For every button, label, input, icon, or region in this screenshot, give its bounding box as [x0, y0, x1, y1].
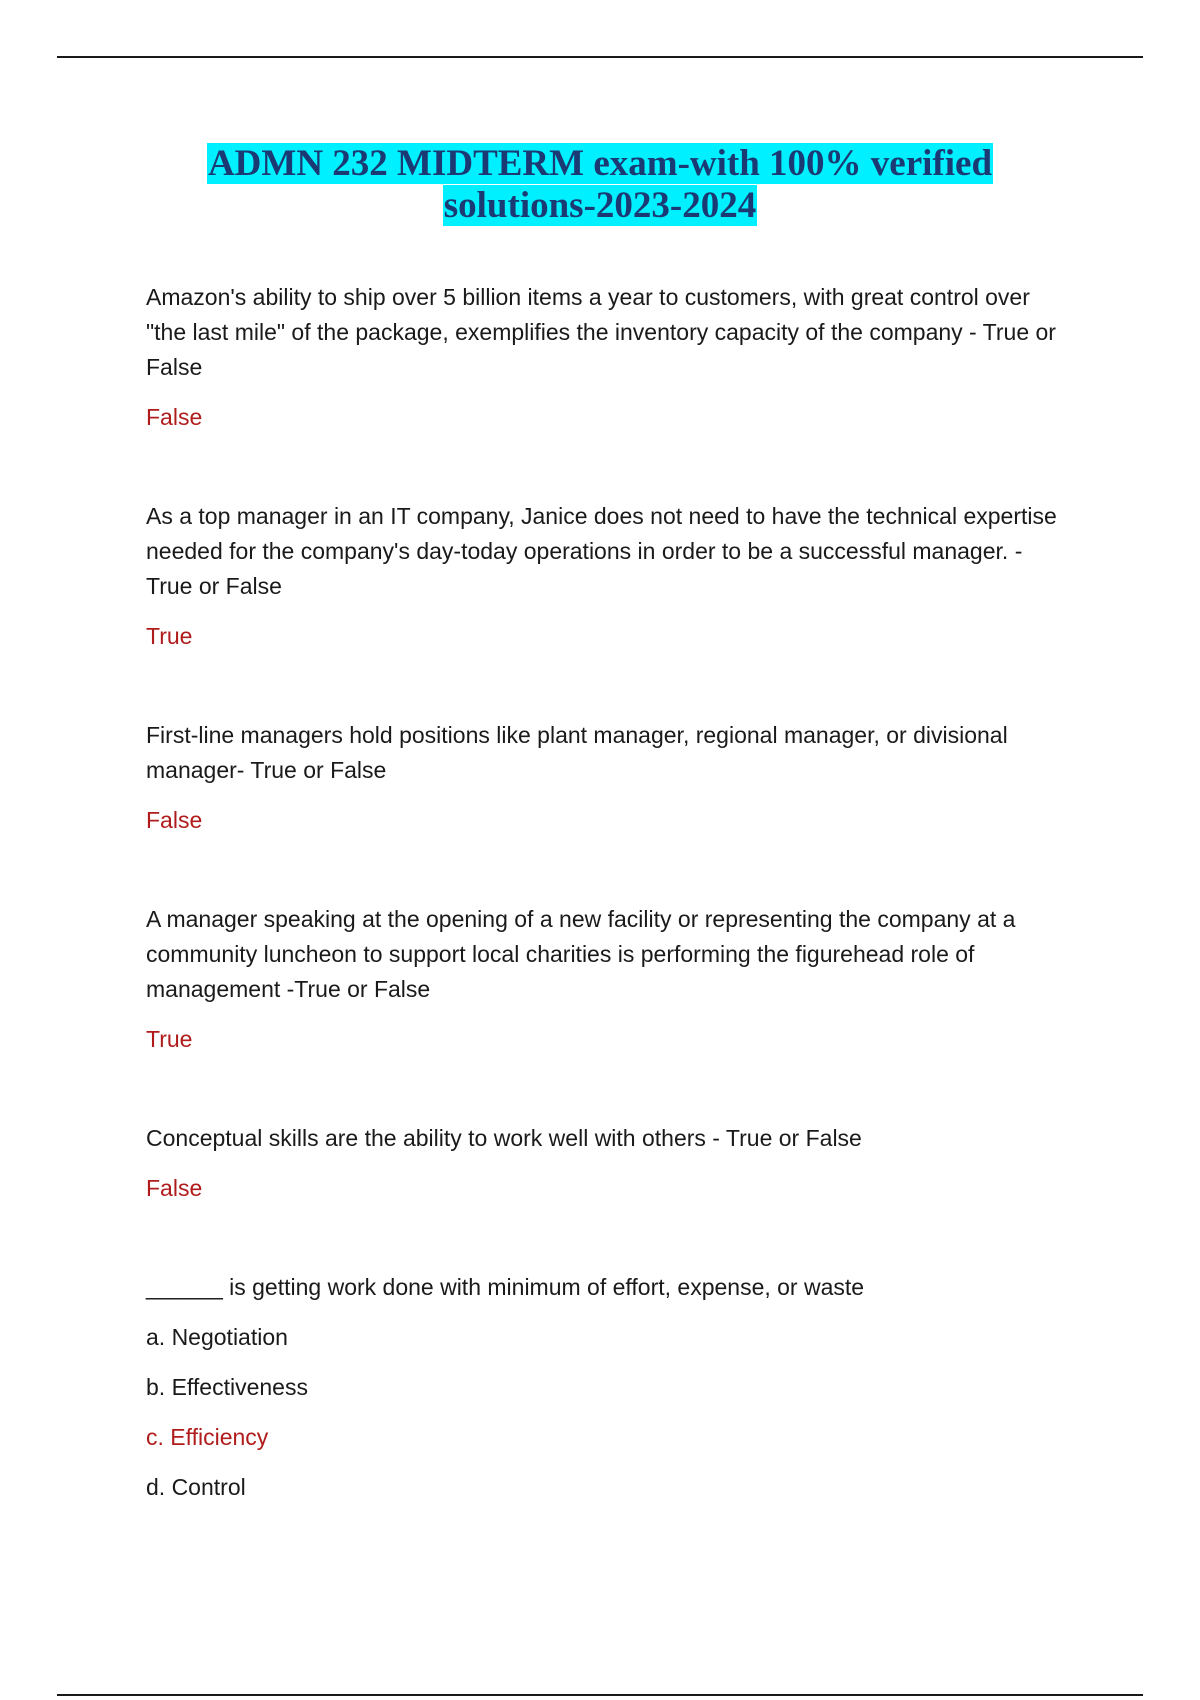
mc-option: b. Effectiveness: [146, 1374, 308, 1400]
answer-text: False: [146, 1175, 203, 1201]
answer-text: True: [146, 623, 193, 649]
answer-text: True: [146, 1026, 193, 1052]
question-block: [146, 499, 1066, 654]
bottom-rule: [57, 1694, 1143, 1696]
question-block: [146, 718, 1066, 838]
question-text: Amazon's ability to ship over 5 billion items a year to customers, with great control over "the last mile" of the package, exemplifies the inventory capacity of the company - True or False: [146, 284, 1056, 380]
document-title: [0, 143, 1200, 227]
mc-option: d. Control: [146, 1474, 246, 1500]
question-text: First-line managers hold positions like plant manager, regional manager, or divisional manager- True or False: [146, 722, 1008, 783]
mc-question-text: ______ is getting work done with minimum of effort, expense, or waste: [146, 1274, 865, 1300]
top-rule: [57, 56, 1143, 58]
question-text: Conceptual skills are the ability to work well with others - True or False: [146, 1125, 862, 1151]
title-line-1: ADMN 232 MIDTERM exam-with 100% verified: [207, 143, 993, 184]
answer-text: False: [146, 404, 203, 430]
question-block: [146, 1121, 1066, 1206]
mc-option: a. Negotiation: [146, 1324, 288, 1350]
question-block: [146, 280, 1066, 435]
title-line-2: solutions-2023-2024: [443, 185, 757, 226]
answer-text: False: [146, 807, 203, 833]
questions-list: [146, 280, 1066, 1505]
mc-option-correct: c. Efficiency: [146, 1424, 269, 1450]
multiple-choice-block: [146, 1270, 1066, 1505]
question-block: [146, 902, 1066, 1057]
question-text: A manager speaking at the opening of a new facility or representing the company at a community luncheon to support local charities is performing the figurehead role of management -True or False: [146, 906, 1016, 1002]
question-text: As a top manager in an IT company, Janice does not need to have the technical expertise needed for the company's day-today operations in order to be a successful manager. - True or False: [146, 503, 1057, 599]
